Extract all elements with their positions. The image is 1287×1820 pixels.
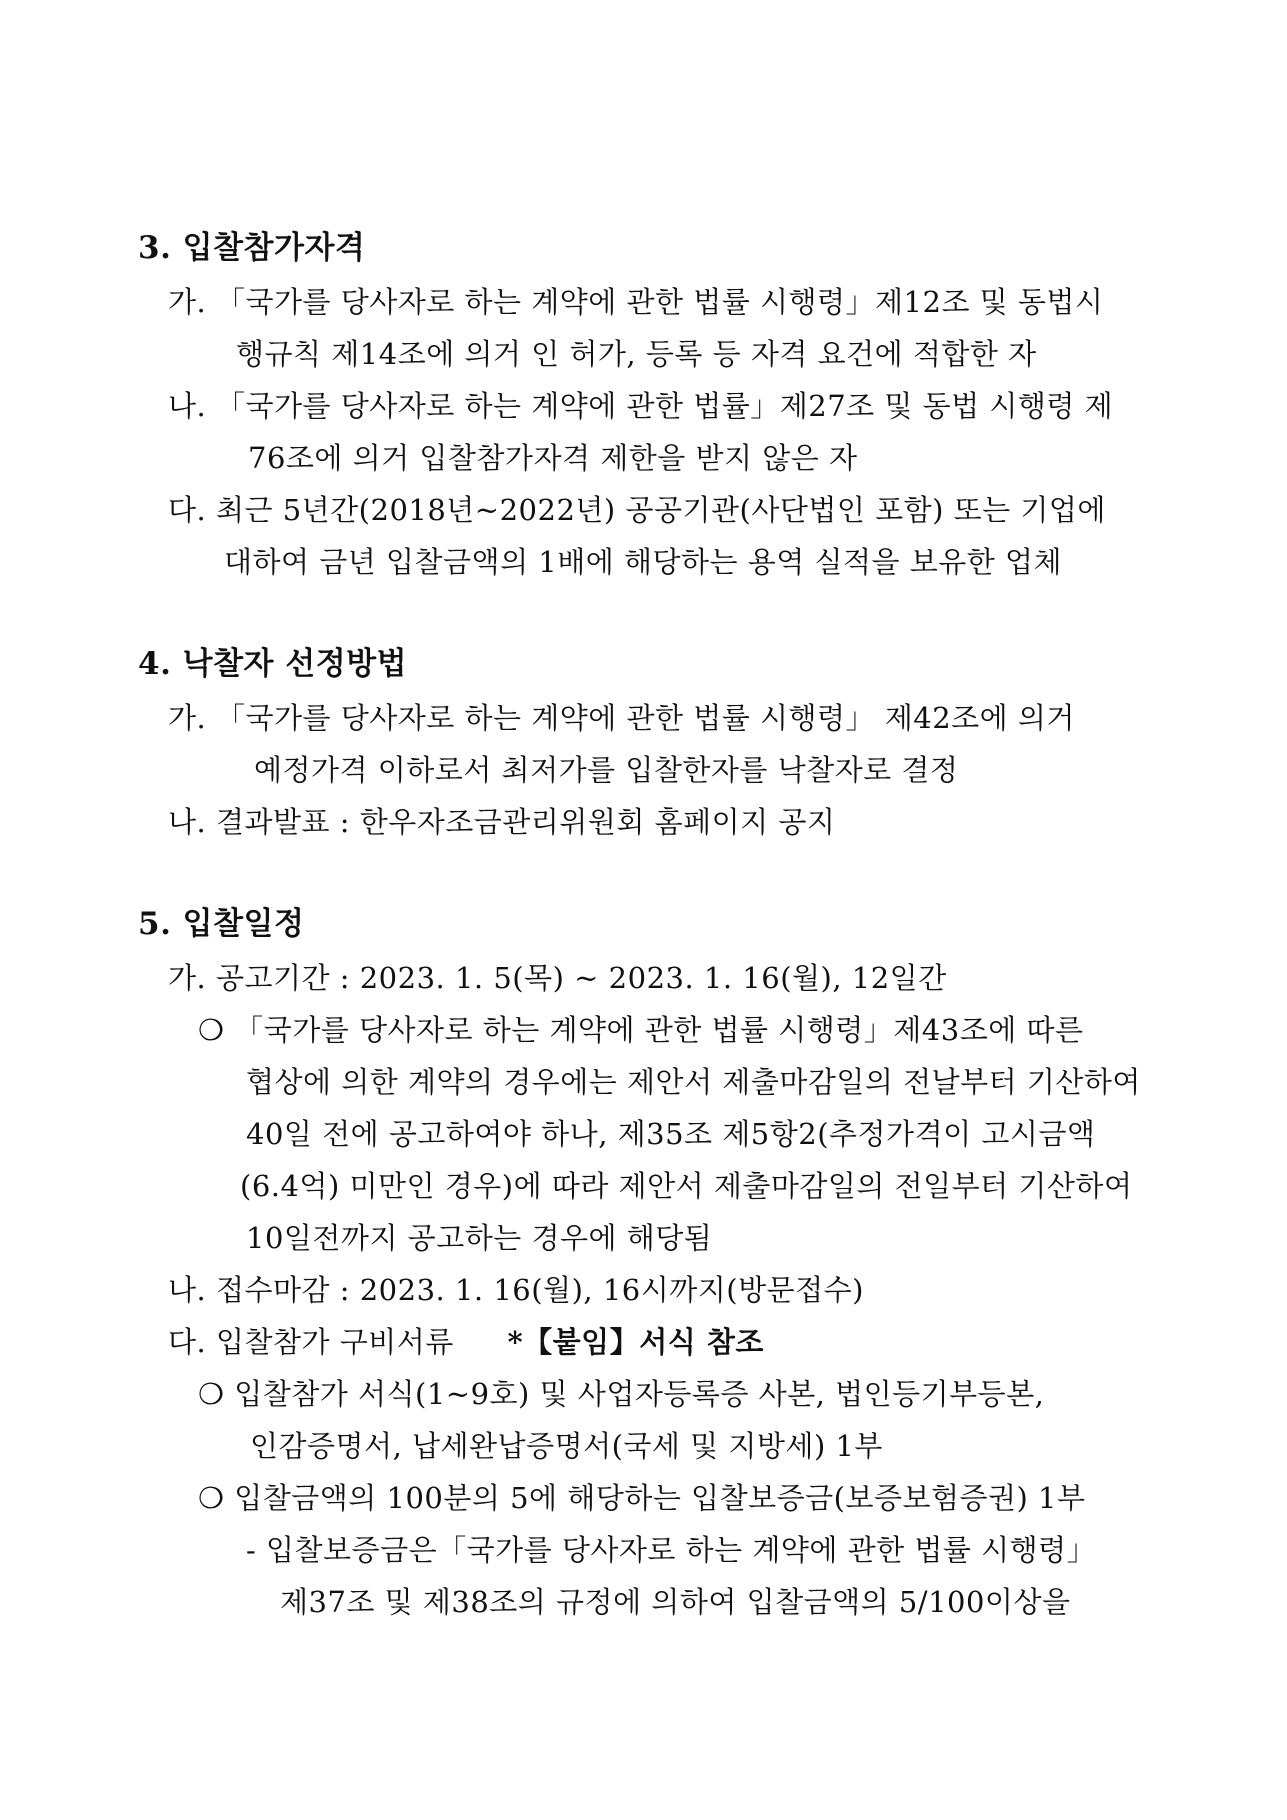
section-5-item-da bbox=[168, 1324, 764, 1360]
section-5-bullet-1: ❍ 「국가를 당사자로 하는 계약에 관한 법률 시행령」제43조에 따른 bbox=[198, 1013, 1084, 1047]
section-3-item-ga: 가. 「국가를 당사자로 하는 계약에 관한 법률 시행령」제12조 및 동법시 bbox=[168, 285, 1104, 319]
section-5-bullet-1-cont-2: 40일 전에 공고하여야 하나, 제35조 제5항2(추정가격이 고시금액 bbox=[246, 1117, 1096, 1151]
section-5-bullet-1-cont-4: 10일전까지 공고하는 경우에 해당됨 bbox=[246, 1221, 713, 1255]
section-5-bullet-2: ❍ 입찰참가 서식(1~9호) 및 사업자등록증 사본, 법인등기부등본, bbox=[198, 1377, 1045, 1411]
section-5-item-na: 나. 접수마감 : 2023. 1. 16(월), 16시까지(방문접수) bbox=[168, 1273, 864, 1307]
section-4-item-ga: 가. 「국가를 당사자로 하는 계약에 관한 법률 시행령」 제42조에 의거 bbox=[168, 701, 1075, 735]
section-3-item-na-cont: 76조에 의거 입찰참가자격 제한을 받지 않은 자 bbox=[248, 441, 858, 475]
section-3-item-da: 다. 최근 5년간(2018년~2022년) 공공기관(사단법인 포함) 또는 기업에 bbox=[168, 493, 1106, 527]
section-3-item-ga-cont: 행규칙 제14조에 의거 인 허가, 등록 등 자격 요건에 적합한 자 bbox=[236, 337, 1037, 371]
section-5-sub-dash-cont: 제37조 및 제38조의 규정에 의하여 입찰금액의 5/100이상을 bbox=[280, 1585, 1071, 1619]
section-4-item-ga-cont: 예정가격 이하로서 최저가를 입찰한자를 낙찰자로 결정 bbox=[254, 753, 959, 787]
section-3-heading: 3. 입찰참가자격 bbox=[138, 230, 366, 266]
section-5-bullet-3: ❍ 입찰금액의 100분의 5에 해당하는 입찰보증금(보증보험증권) 1부 bbox=[198, 1481, 1086, 1515]
section-5-item-da-text: 다. 입찰참가 구비서류 bbox=[168, 1325, 454, 1359]
section-4-heading: 4. 낙찰자 선정방법 bbox=[138, 646, 408, 682]
section-5-bullet-1-cont-3: (6.4억) 미만인 경우)에 따라 제안서 제출마감일의 전일부터 기산하여 bbox=[240, 1169, 1133, 1203]
section-5-item-ga: 가. 공고기간 : 2023. 1. 5(목) ~ 2023. 1. 16(월), 12일간 bbox=[168, 961, 947, 995]
section-5-sub-dash: - 입찰보증금은「국가를 당사자로 하는 계약에 관한 법률 시행령」 bbox=[246, 1533, 1097, 1567]
attachment-note: *【붙임】서식 참조 bbox=[507, 1325, 764, 1359]
section-3-item-na: 나. 「국가를 당사자로 하는 계약에 관한 법률」제27조 및 동법 시행령 제 bbox=[168, 389, 1114, 423]
section-5-heading: 5. 입찰일정 bbox=[138, 906, 305, 942]
section-3-item-da-cont: 대하여 금년 입찰금액의 1배에 해당하는 용역 실적을 보유한 업체 bbox=[224, 545, 1063, 579]
section-5-bullet-2-cont: 인감증명서, 납세완납증명서(국세 및 지방세) 1부 bbox=[250, 1429, 883, 1463]
section-4-item-na: 나. 결과발표 : 한우자조금관리위원회 홈페이지 공지 bbox=[168, 805, 836, 839]
section-5-bullet-1-cont-1: 협상에 의한 계약의 경우에는 제안서 제출마감일의 전날부터 기산하여 bbox=[246, 1065, 1141, 1099]
